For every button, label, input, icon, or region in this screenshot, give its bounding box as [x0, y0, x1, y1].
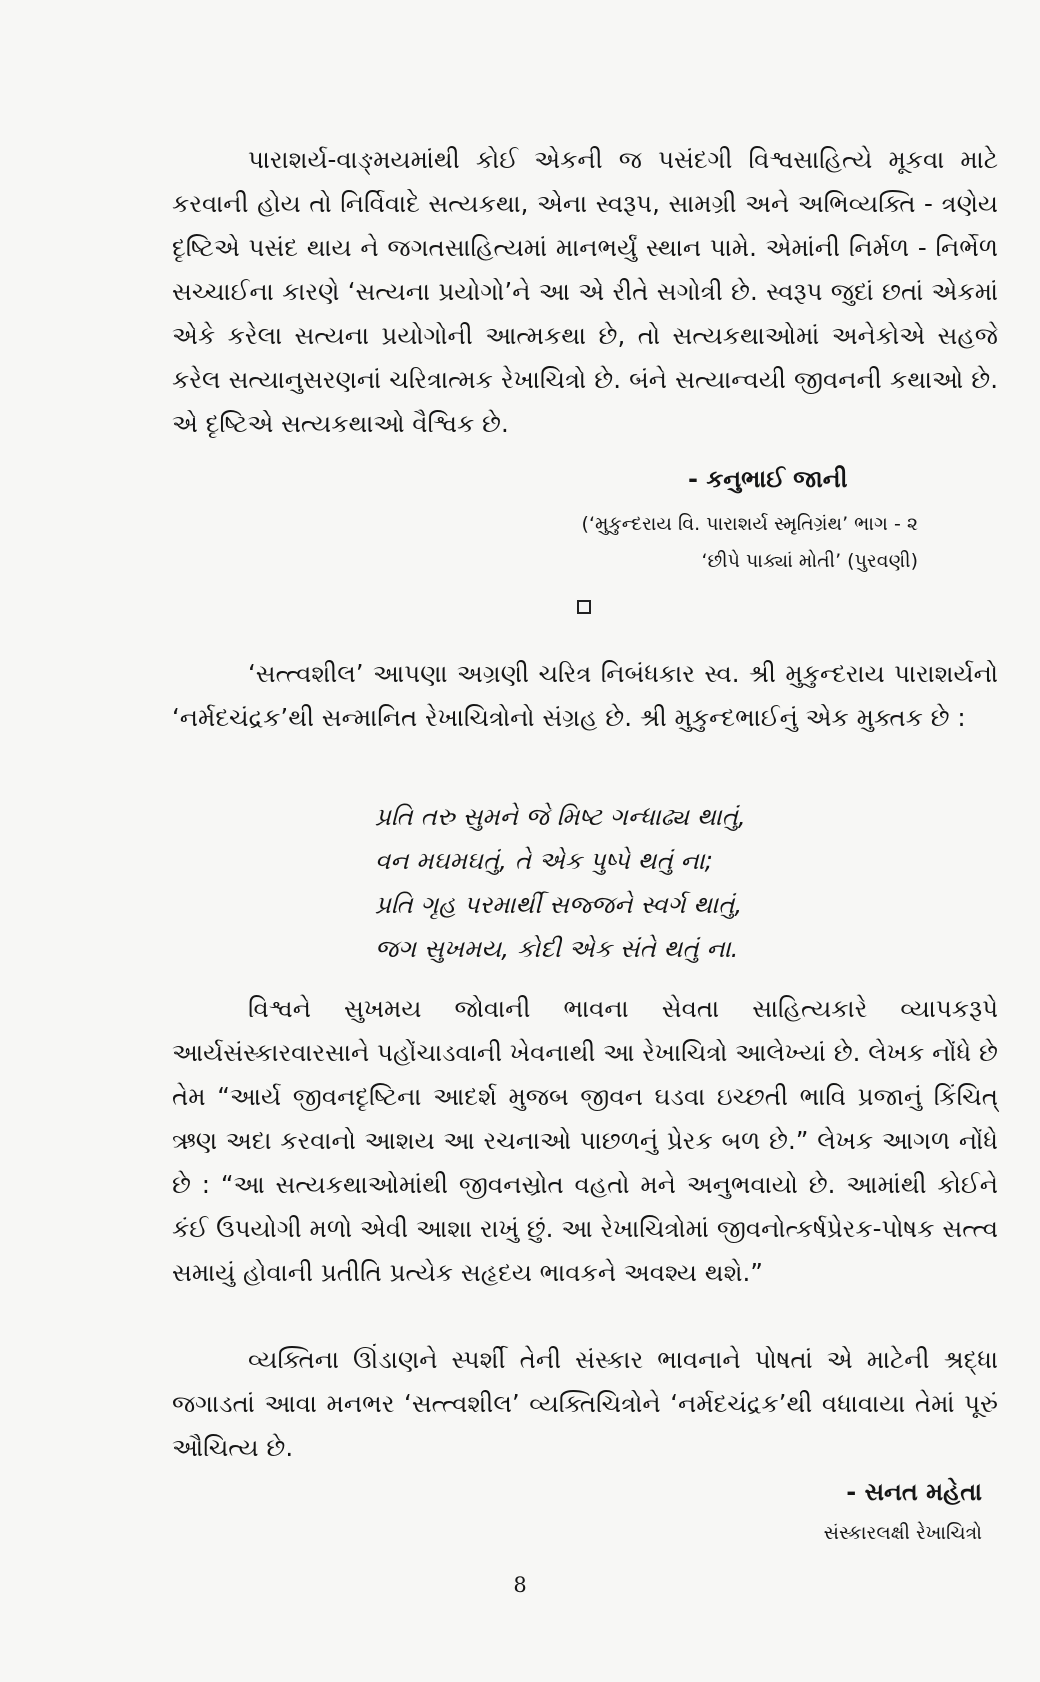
- section-divider-box: [577, 600, 591, 614]
- verse-line: જગ સુખમય, કોદી એક સંતે થતું ના.: [375, 934, 739, 963]
- source-line-2: ‘છીપે પાક્યાં મોતી’ (પુરવણી): [701, 550, 918, 572]
- verse-line: પ્રતિ ગૃહ પરમાર્થી સજ્જને સ્વર્ગ થાતું,: [375, 890, 743, 919]
- paragraph-3-block: [172, 987, 998, 1295]
- paragraph-2: ‘સત્ત્વશીલ’ આપણા અગ્રણી ચરિત્ર નિબંધકાર સ્વ. શ્રી મુકુન્દરાય પારાશર્યનો ‘નર્મદચંદ્રક’થી સન્માનિત રેખાચિત્રોનો સંગ્રહ છે. શ્રી મુકુન્દભાઈનું એક મુક્તક છે :: [172, 659, 998, 732]
- signature-sanat-maheta: - સનત મહેતા: [846, 1478, 982, 1506]
- page-number: 8: [513, 1573, 527, 1597]
- paragraph-1-block: [172, 138, 998, 446]
- verse-line: પ્રતિ તરુ સુમને જે મિષ્ટ ગન્ધાઢ્ય થાતું,: [375, 802, 746, 831]
- verse-muktak: [375, 795, 746, 971]
- paragraph-3: વિશ્વને સુખમય જોવાની ભાવના સેવતા સાહિત્યકારે વ્યાપકરૂપે આર્યસંસ્કારવારસાને પહોંચાડવાની ખેવનાથી આ રેખાચિત્રો આલેખ્યાં છે. લેખક નોંધે છે તેમ “આર્ય જીવનદૃષ્ટિના આદર્શ મુજબ જીવન ઘડવા ઇચ્છતી ભાવિ પ્રજાનું કિંચિત્ ઋણ અદા કરવાનો આશય આ રચનાઓ પાછળનું પ્રેરક બળ છે.” લેખક આગળ નોંધે છે : “આ સત્યકથાઓમાંથી જીવનસ્રોત વહતો મને અનુભવાયો છે. આમાંથી કોઈને કંઈ ઉપયોગી મળો એવી આશા રાખું છું. આ રેખાચિત્રોમાં જીવનોત્કર્ષપ્રેરક-પોષક સત્ત્વ સમાયું હોવાની પ્રતીતિ પ્રત્યેક સહૃદય ભાવકને અવશ્ય થશે.”: [172, 994, 998, 1287]
- paragraph-4-block: [172, 1338, 998, 1470]
- signature-2-source: સંસ્કારલક્ષી રેખાચિત્રો: [823, 1522, 982, 1544]
- paragraph-1: પારાશર્ય-વાઙ્મયમાંથી કોઈ એકની જ પસંદગી વિશ્વસાહિત્યે મૂકવા માટે કરવાની હોય તો નિર્વિવાદે સત્યકથા, એના સ્વરૂપ, સામગ્રી અને અભિવ્યક્તિ - ત્રણેય દૃષ્ટિએ પસંદ થાય ને જગતસાહિત્યમાં માનભર્યું સ્થાન પામે. એમાંની નિર્મળ - નિર્ભેળ સચ્ચાઈના કારણે ‘સત્યના પ્રયોગો’ને આ એ રીતે સગોત્રી છે. સ્વરૂપ જુદાં છતાં એકમાં એકે કરેલા સત્યના પ્રયોગોની આત્મકથા છે, તો સત્યકથાઓમાં અનેકોએ સહજે કરેલ સત્યાનુસરણનાં ચરિત્રાત્મક રેખાચિત્રો છે. બંને સત્યાન્વયી જીવનની કથાઓ છે. એ દૃષ્ટિએ સત્યકથાઓ વૈશ્વિક છે.: [172, 145, 998, 438]
- source-line-1: (‘મુકુન્દરાય વિ. પારાશર્ય સ્મૃતિગ્રંથ’ ભાગ - ૨: [581, 513, 918, 535]
- paragraph-2-block: [172, 652, 998, 740]
- paragraph-4: વ્યક્તિના ઊંડાણને સ્પર્શી તેની સંસ્કાર ભાવનાને પોષતાં એ માટેની શ્રદ્ધા જગાડતાં આવા મનભર ‘સત્ત્વશીલ’ વ્યક્તિચિત્રોને ‘નર્મદચંદ્રક’થી વધાવાયા તેમાં પૂરું ઔચિત્ય છે.: [172, 1345, 998, 1462]
- signature-kanubhai-jani: - કનુભાઈ જાની: [688, 465, 848, 493]
- verse-line: વન મઘમઘતું, તે એક પુષ્પે થતું ના;: [375, 846, 713, 875]
